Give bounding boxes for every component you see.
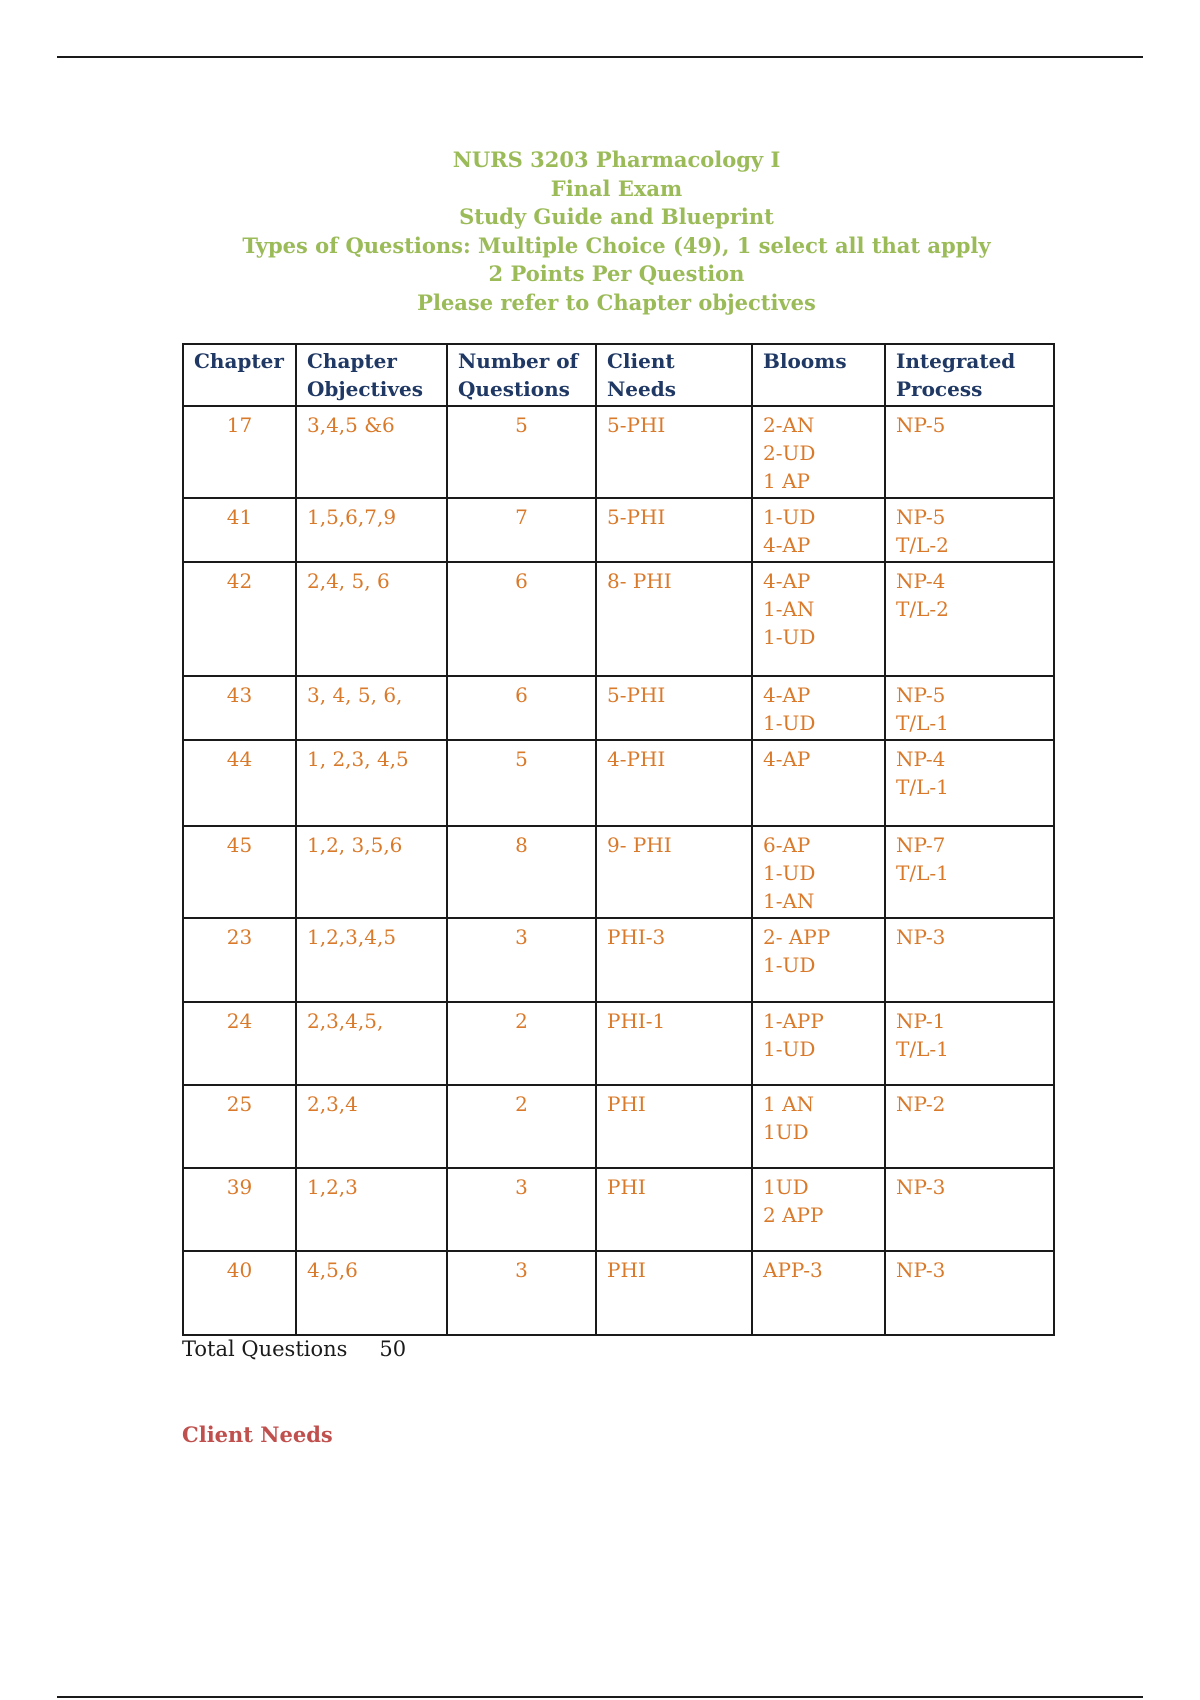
cell-objectives: 2,3,4 [296, 1085, 447, 1168]
cell-chapter: 24 [183, 1002, 296, 1085]
table-row [183, 1085, 1054, 1168]
cell-objectives: 2,4, 5, 6 [296, 562, 447, 676]
cell-blooms: 4-AP [752, 740, 885, 826]
total-questions-value: 50 [379, 1337, 407, 1361]
cell-chapter: 23 [183, 918, 296, 1002]
cell-objectives: 1,2, 3,5,6 [296, 826, 447, 918]
points-per-question: 2 Points Per Question [488, 261, 745, 286]
cell-objectives: 1, 2,3, 4,5 [296, 740, 447, 826]
table-row [183, 826, 1054, 918]
cell-integrated-process: NP-3 [885, 1251, 1054, 1335]
cell-questions: 5 [447, 406, 596, 498]
cell-client-needs: PHI [596, 1085, 752, 1168]
table-row [183, 740, 1054, 826]
header-client-needs: Client Needs [596, 344, 752, 406]
cell-client-needs: 9- PHI [596, 826, 752, 918]
cell-integrated-process: NP-2 [885, 1085, 1054, 1168]
cell-objectives: 1,2,3,4,5 [296, 918, 447, 1002]
cell-blooms: 6-AP 1-UD 1-AN [752, 826, 885, 918]
cell-integrated-process: NP-5 T/L-1 [885, 676, 1054, 740]
cell-questions: 3 [447, 918, 596, 1002]
table-row [183, 1002, 1054, 1085]
blueprint-table [182, 343, 1055, 1336]
cell-client-needs: PHI [596, 1168, 752, 1251]
cell-blooms: 1 AN 1UD [752, 1085, 885, 1168]
cell-integrated-process: NP-5 T/L-2 [885, 498, 1054, 562]
header-chapter-objectives: Chapter Objectives [296, 344, 447, 406]
document-header [0, 146, 1200, 317]
cell-blooms: 4-AP 1-AN 1-UD [752, 562, 885, 676]
cell-chapter: 25 [183, 1085, 296, 1168]
header-chapter: Chapter [183, 344, 296, 406]
cell-questions: 7 [447, 498, 596, 562]
cell-client-needs: PHI-3 [596, 918, 752, 1002]
cell-client-needs: 5-PHI [596, 498, 752, 562]
cell-chapter: 39 [183, 1168, 296, 1251]
cell-objectives: 4,5,6 [296, 1251, 447, 1335]
cell-questions: 3 [447, 1168, 596, 1251]
course-title: NURS 3203 Pharmacology I [452, 147, 781, 172]
cell-objectives: 3,4,5 &6 [296, 406, 447, 498]
cell-chapter: 43 [183, 676, 296, 740]
cell-integrated-process: NP-3 [885, 918, 1054, 1002]
cell-blooms: 2-AN 2-UD 1 AP [752, 406, 885, 498]
cell-objectives: 2,3,4,5, [296, 1002, 447, 1085]
cell-chapter: 44 [183, 740, 296, 826]
cell-client-needs: 8- PHI [596, 562, 752, 676]
table-row [183, 1251, 1054, 1335]
cell-questions: 8 [447, 826, 596, 918]
header-number-of-questions: Number of Questions [447, 344, 596, 406]
table-row [183, 562, 1054, 676]
cell-questions: 6 [447, 676, 596, 740]
table-row [183, 918, 1054, 1002]
cell-integrated-process: NP-1 T/L-1 [885, 1002, 1054, 1085]
cell-blooms: 1-APP 1-UD [752, 1002, 885, 1085]
cell-blooms: 2- APP 1-UD [752, 918, 885, 1002]
cell-objectives: 1,5,6,7,9 [296, 498, 447, 562]
objectives-note: Please refer to Chapter objectives [417, 289, 816, 315]
cell-chapter: 40 [183, 1251, 296, 1335]
table-row [183, 406, 1054, 498]
total-questions-label: Total Questions [182, 1337, 348, 1361]
cell-integrated-process: NP-5 [885, 406, 1054, 498]
cell-client-needs: 5-PHI [596, 406, 752, 498]
cell-client-needs: 4-PHI [596, 740, 752, 826]
top-rule [57, 56, 1143, 58]
header-integrated-process: Integrated Process [885, 344, 1054, 406]
table-row [183, 498, 1054, 562]
bottom-rule [57, 1696, 1143, 1698]
cell-chapter: 41 [183, 498, 296, 562]
cell-integrated-process: NP-3 [885, 1168, 1054, 1251]
cell-blooms: 4-AP 1-UD [752, 676, 885, 740]
cell-client-needs: PHI-1 [596, 1002, 752, 1085]
cell-questions: 2 [447, 1002, 596, 1085]
client-needs-heading: Client Needs [182, 1422, 333, 1447]
cell-questions: 3 [447, 1251, 596, 1335]
cell-client-needs: PHI [596, 1251, 752, 1335]
cell-client-needs: 5-PHI [596, 676, 752, 740]
table-row [183, 1168, 1054, 1251]
cell-questions: 6 [447, 562, 596, 676]
header-blooms: Blooms [752, 344, 885, 406]
table-row [183, 676, 1054, 740]
total-questions [182, 1337, 406, 1361]
question-types: Types of Questions: Multiple Choice (49), 1 select all that apply [242, 232, 991, 258]
table-header-row [183, 344, 1054, 406]
cell-chapter: 45 [183, 826, 296, 918]
cell-blooms: 1-UD 4-AP [752, 498, 885, 562]
cell-integrated-process: NP-7 T/L-1 [885, 826, 1054, 918]
cell-objectives: 1,2,3 [296, 1168, 447, 1251]
cell-chapter: 17 [183, 406, 296, 498]
guide-title: Study Guide and Blueprint [459, 204, 774, 229]
exam-title: Final Exam [550, 175, 683, 201]
cell-questions: 5 [447, 740, 596, 826]
cell-blooms: APP-3 [752, 1251, 885, 1335]
cell-blooms: 1UD 2 APP [752, 1168, 885, 1251]
cell-integrated-process: NP-4 T/L-1 [885, 740, 1054, 826]
cell-questions: 2 [447, 1085, 596, 1168]
cell-integrated-process: NP-4 T/L-2 [885, 562, 1054, 676]
cell-chapter: 42 [183, 562, 296, 676]
cell-objectives: 3, 4, 5, 6, [296, 676, 447, 740]
